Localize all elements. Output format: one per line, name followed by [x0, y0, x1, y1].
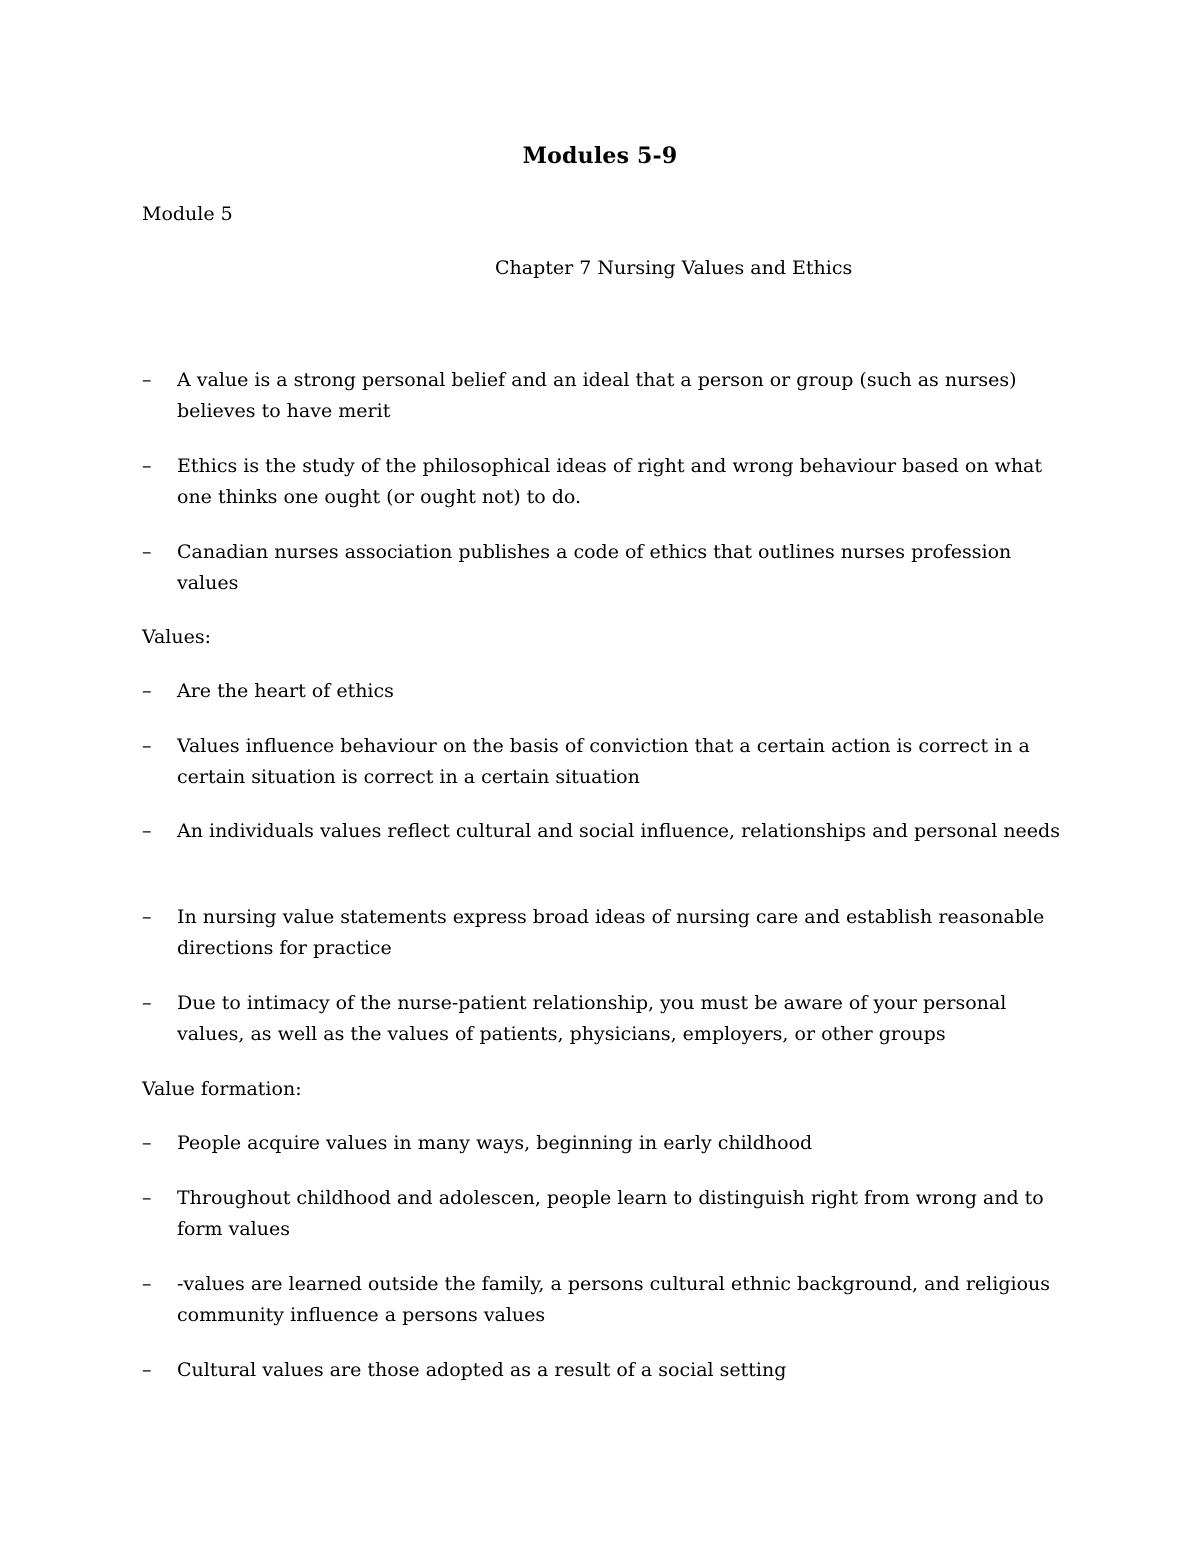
- list-item-text: Values influence behaviour on the basis of conviction that a certain action is correct in a certain situation is correct in a certain situation: [177, 735, 1030, 788]
- values-heading: Values:: [142, 626, 212, 648]
- dash-bullet-icon: –: [142, 992, 152, 1014]
- list-item-text: Are the heart of ethics: [177, 680, 394, 702]
- module-heading: Module 5: [142, 203, 233, 225]
- value-formation-heading: Value formation:: [142, 1078, 302, 1100]
- document-title: Modules 5-9: [522, 143, 678, 169]
- dash-bullet-icon: –: [142, 455, 152, 477]
- list-item-text: -values are learned outside the family, a persons cultural ethnic background, and religious community influence a persons values: [177, 1273, 1050, 1326]
- dash-bullet-icon: –: [142, 820, 152, 842]
- list-item-text: Throughout childhood and adolescen, people learn to distinguish right from wrong and to form values: [177, 1187, 1044, 1240]
- dash-bullet-icon: –: [142, 680, 152, 702]
- list-item-text: People acquire values in many ways, beginning in early childhood: [177, 1132, 813, 1154]
- dash-bullet-icon: –: [142, 735, 152, 757]
- dash-bullet-icon: –: [142, 1132, 152, 1154]
- chapter-heading: Chapter 7 Nursing Values and Ethics: [495, 257, 853, 279]
- list-item-text: In nursing value statements express broad ideas of nursing care and establish reasonable directions for practice: [177, 906, 1045, 959]
- dash-bullet-icon: –: [142, 1273, 152, 1295]
- list-item-text: Due to intimacy of the nurse-patient relationship, you must be aware of your personal values, as well as the values of patients, physicians, employers, or other groups: [177, 992, 1007, 1045]
- dash-bullet-icon: –: [142, 1187, 152, 1209]
- dash-bullet-icon: –: [142, 1359, 152, 1381]
- list-item-text: Canadian nurses association publishes a code of ethics that outlines nurses profession values: [177, 541, 1012, 594]
- dash-bullet-icon: –: [142, 369, 152, 391]
- dash-bullet-icon: –: [142, 541, 152, 563]
- list-item-text: Cultural values are those adopted as a result of a social setting: [177, 1359, 787, 1381]
- list-item-text: An individuals values reflect cultural and social influence, relationships and personal needs: [177, 820, 1060, 842]
- list-item-text: Ethics is the study of the philosophical ideas of right and wrong behaviour based on what one thinks one ought (or ought not) to do.: [177, 455, 1043, 508]
- dash-bullet-icon: –: [142, 906, 152, 928]
- list-item-text: A value is a strong personal belief and an ideal that a person or group (such as nurses) believes to have merit: [177, 369, 1017, 422]
